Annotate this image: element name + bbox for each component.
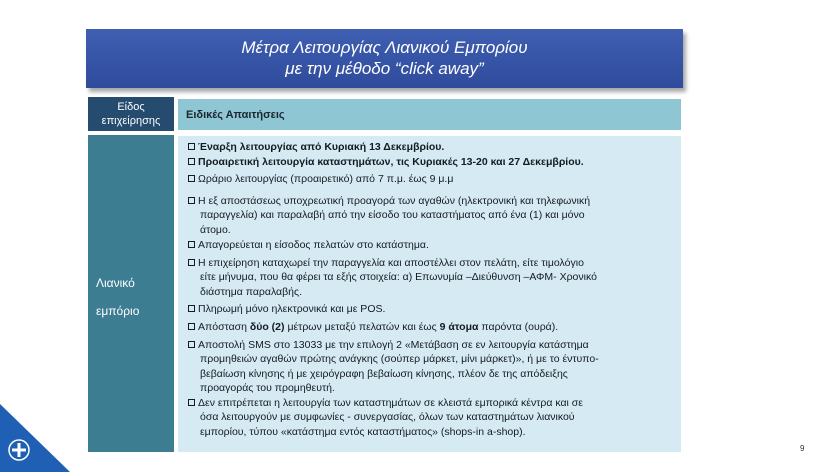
requirement-text: εμπορίου, τύπου «κατάστημα εντός καταστήματος» (shops-in a-shop). (200, 425, 526, 438)
requirement-text: Απαγορεύεται η είσοδος πελατών στο κατάστημα. (198, 239, 429, 251)
requirement-item (188, 338, 678, 396)
requirement-text: παραγγελία) και παραλαβή από την είσοδο του καταστήματος από ένα (1) και μόνο (200, 209, 585, 222)
requirement-text: Πληρωμή μόνο ηλεκτρονικά και με POS. (198, 303, 386, 315)
requirement-text: βεβαίωση κίνησης ή με χειρόγραφη βεβαίωση κίνησης, πλέον δε της απόδειξης (200, 367, 568, 380)
checkbox-bullet-icon (188, 305, 195, 312)
requirement-text: προμηθειών αγαθών πρώτης ανάγκης (σούπερ μάρκετ, μίνι μάρκετ)», ή με το έντυπο- (200, 353, 599, 366)
requirement-text: προαγοράς του προμηθευτή. (200, 382, 335, 395)
corner-triangle (0, 404, 70, 472)
greek-government-cross-icon (9, 440, 29, 460)
checkbox-bullet-icon (188, 175, 195, 182)
checkbox-bullet-icon (188, 259, 195, 266)
requirement-item (188, 320, 678, 334)
requirement-item (188, 172, 678, 186)
page-number: 9 (800, 444, 805, 453)
requirement-text: άτομο. (200, 223, 231, 236)
requirement-emphasis: 9 άτομα (439, 321, 479, 333)
slide-title-banner (86, 29, 683, 88)
requirement-text: μέτρων μεταξύ πελατών και έως (284, 321, 440, 333)
checkbox-bullet-icon (188, 241, 195, 248)
requirement-text: παρόντα (ουρά). (478, 321, 559, 333)
requirement-item (188, 194, 678, 237)
header-special-requirements: Ειδικές Απαιτήσεις (178, 99, 681, 130)
requirement-text: όσα λειτουργούν με συμφωνίες - συνεργασίας, όλων των καταστημάτων λιανικού (200, 411, 575, 424)
requirement-item (188, 302, 678, 316)
requirement-emphasis: δύο (2) (249, 321, 285, 333)
header-business-type-line-1: Είδος (117, 101, 145, 113)
requirement-text: Προαιρετική λειτουργία καταστημάτων, τις Κυριακές 13-20 και 27 Δεκεμβρίου. (198, 156, 584, 168)
requirement-item (188, 155, 678, 169)
requirement-text: Απόσταση (198, 321, 250, 333)
checkbox-bullet-icon (188, 323, 195, 330)
requirement-item (188, 256, 678, 299)
requirement-text: Δεν επιτρέπεται η λειτουργία των καταστημάτων σε κλειστά εμπορικά κέντρα και σε (198, 397, 583, 409)
requirement-text: διάστημα παραλαβής. (200, 285, 302, 298)
header-business-type (88, 97, 174, 131)
checkbox-bullet-icon (188, 158, 195, 165)
requirement-item (188, 140, 678, 154)
requirement-item (188, 396, 678, 439)
requirement-text: Ωράριο λειτουργίας (προαιρετικό) από 7 π.μ. έως 9 μ.μ (198, 173, 454, 185)
requirement-text: Η εξ αποστάσεως υποχρεωτική προαγορά των αγαθών (ηλεκτρονική και τηλεφωνική (198, 195, 591, 207)
category-label-line-2: εμπόριο (96, 304, 140, 318)
requirement-text: Έναρξη λειτουργίας από Κυριακή 13 Δεκεμβρίου. (198, 141, 445, 153)
government-logo-corner (0, 396, 120, 472)
requirement-text: Η επιχείρηση καταχωρεί την παραγγελία και αποστέλλει στον πελάτη, είτε τιμολόγιο (198, 257, 584, 269)
header-business-type-line-2: επιχείρησης (101, 115, 161, 127)
requirement-item (188, 238, 678, 252)
requirement-text: Αποστολή SMS στο 13033 με την επιλογή 2 «Μετάβαση σε εν λειτουργία κατάστημα (198, 339, 589, 351)
slide-title-line-1: Μέτρα Λειτουργίας Λιανικού Εμπορίου (241, 38, 528, 57)
checkbox-bullet-icon (188, 341, 195, 348)
slide-title-line-2: με την μέθοδο “click away” (285, 59, 484, 78)
category-label-line-1: Λιανικό (96, 276, 135, 290)
requirement-text: είτε μήνυμα, που θα φέρει τα εξής στοιχεία: α) Επωνυμία –Διεύθυνση –ΑΦΜ- Χρονικό (200, 271, 597, 284)
checkbox-bullet-icon (188, 399, 195, 406)
checkbox-bullet-icon (188, 143, 195, 150)
checkbox-bullet-icon (188, 197, 195, 204)
